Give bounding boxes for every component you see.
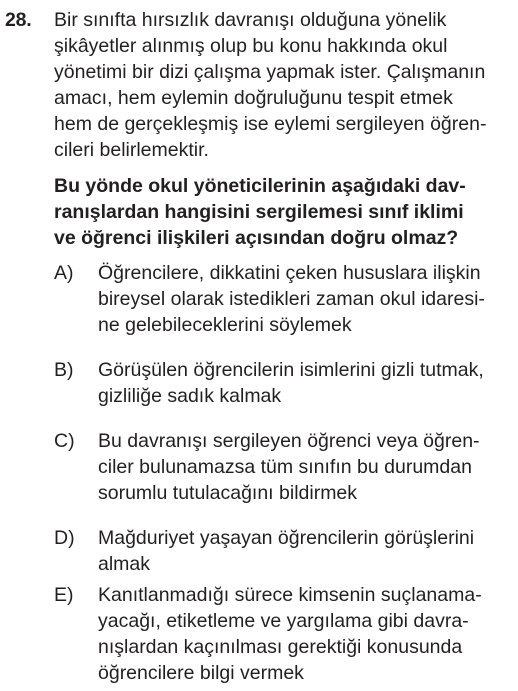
option-line: sorumlu tutulacağını bildirmek [98, 482, 358, 504]
prompt-line: Bu yönde okul yöneticilerinin aşağıdaki dav- [54, 175, 466, 197]
option-text [98, 428, 518, 506]
stem-line: hem de gerçekleşmiş ise eylemi sergileyen öğren- [54, 113, 487, 135]
option-line: yacağı, etiketleme ve yargılama gibi davra- [98, 610, 469, 632]
option-line: Bu davranışı sergileyen öğrenci veya öğren- [98, 430, 480, 452]
option-line: Görüşülen öğrencilerin isimlerini gizli tutmak, [98, 359, 484, 381]
option-line: Kanıtlanmadığı sürece kimsenin suçlanama- [98, 584, 482, 606]
option-text [98, 525, 518, 577]
prompt-line: ranışlardan hangisini sergilemesi sınıf iklimi [54, 201, 464, 223]
stem-line: yönetimi bir dizi çalışma yapmak ister. Çalışmanın [54, 61, 486, 83]
option-letter: A) [54, 262, 74, 284]
question-stem [54, 7, 514, 163]
question-prompt [54, 173, 514, 251]
option-text [98, 260, 518, 338]
option-line: öğrencilere bilgi vermek [98, 662, 304, 684]
option-line: Öğrencilere, dikkatini çeken hususlara ilişkin [98, 262, 481, 284]
question-number: 28. [5, 9, 32, 31]
option-line: Mağduriyet yaşayan öğrencilerin görüşlerini [98, 527, 475, 549]
option-text [98, 582, 518, 686]
option-letter: C) [54, 430, 75, 452]
stem-line: amacı, hem eylemin doğruluğunu tespit etmek [54, 87, 453, 109]
option-letter: E) [54, 584, 74, 606]
option-text [98, 357, 518, 409]
option-letter: B) [54, 359, 74, 381]
stem-line: cileri belirlemektir. [54, 139, 209, 161]
stem-line: şikâyetler alınmış olup bu konu hakkında okul [54, 35, 448, 57]
option-line: bireysel olarak istedikleri zaman okul idaresi- [98, 288, 485, 310]
option-letter: D) [54, 527, 75, 549]
option-line: ciler bulunamazsa tüm sınıfın bu durumdan [98, 456, 472, 478]
prompt-line: ve öğrenci ilişkileri açısından doğru olmaz? [54, 227, 459, 249]
option-line: ne gelebileceklerini söylemek [98, 314, 352, 336]
stem-line: Bir sınıfta hırsızlık davranışı olduğuna yönelik [54, 9, 447, 31]
option-line: almak [98, 553, 151, 575]
option-line: gizliliğe sadık kalmak [98, 385, 282, 407]
option-line: nışlardan kaçınılması gerektiği konusunda [98, 636, 463, 658]
